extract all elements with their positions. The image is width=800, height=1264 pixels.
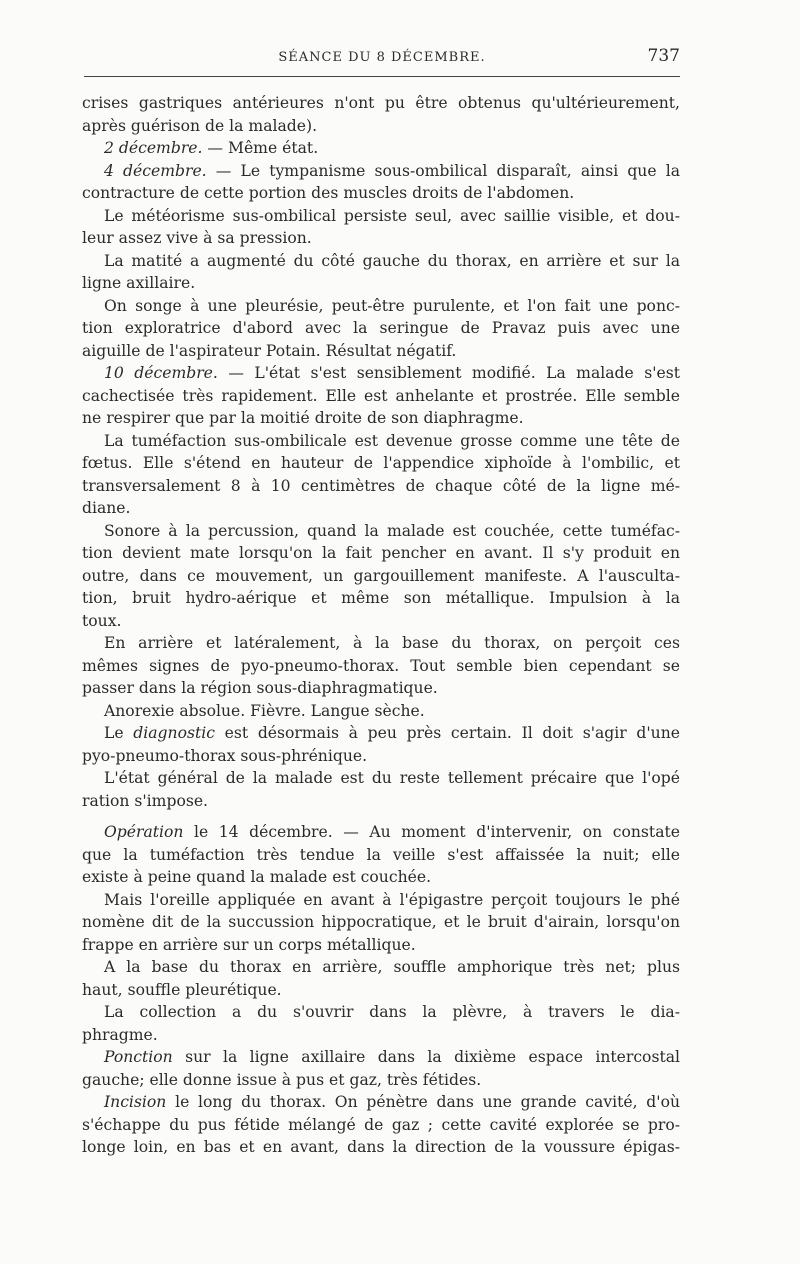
line-text: Le météorisme sus-ombilical persiste seul, avec saillie visible, et dou- [104, 206, 680, 225]
line-text: que la tuméfaction très tendue la veille s'est affaissée la nuit; elle [82, 845, 680, 864]
text-line [82, 317, 680, 340]
line-text: s'échappe du pus fétide mélangé de gaz ; cette cavité explorée se pro- [82, 1115, 680, 1134]
italic-term: diagnostic [133, 724, 215, 742]
header-rule [84, 76, 680, 77]
italic-lead: 4 décembre. [104, 161, 207, 180]
text-line [82, 520, 680, 543]
text-line [82, 866, 680, 889]
text-line [82, 934, 680, 957]
line-text: Mais l'oreille appliquée en avant à l'épigastre perçoit toujours le phé [104, 890, 680, 909]
text-line [82, 340, 680, 363]
italic-lead: Ponction [104, 1048, 173, 1066]
text-line [82, 565, 680, 588]
text-line [82, 911, 680, 934]
text-line [82, 889, 680, 912]
text-line [82, 182, 680, 205]
line-text: tion, bruit hydro-aérique et même son métallique. Impulsion à la [82, 589, 680, 607]
text-line [82, 587, 680, 610]
text-line [82, 1091, 680, 1114]
text-line [82, 452, 680, 475]
line-text: transversalement 8 à 10 centimètres de chaque côté de la ligne mé- [82, 476, 680, 495]
text-line [82, 1114, 680, 1137]
line-text: le long du thorax. On pénètre dans une grande cavité, d'où [166, 1093, 680, 1111]
line-text: ne respirer que par la moitié droite de son diaphragme. [82, 409, 524, 427]
text-line [82, 115, 680, 138]
line-text: En arrière et latéralement, à la base du thorax, on perçoit ces [104, 634, 680, 652]
text-line [82, 272, 680, 295]
line-text: aiguille de l'aspirateur Potain. Résultat négatif. [82, 341, 457, 360]
text-line [82, 610, 680, 633]
line-text: après guérison de la malade). [82, 116, 318, 135]
line-text: outre, dans ce mouvement, un gargouillement manifeste. A l'ausculta- [82, 566, 680, 585]
text-line [82, 821, 680, 844]
text-line [82, 956, 680, 979]
text-line [82, 295, 680, 318]
line-text: est désormais à peu près certain. Il doit s'agir d'une [214, 724, 680, 742]
running-head [84, 44, 680, 72]
text-line [82, 1136, 680, 1159]
line-text: — Même état. [202, 139, 319, 157]
line-text: passer dans la région sous-diaphragmatique. [82, 679, 438, 697]
text-line [82, 844, 680, 867]
paragraph-gap [82, 812, 680, 821]
text-line [82, 430, 680, 453]
line-text: A la base du thorax en arrière, souffle amphorique très net; plus [104, 958, 680, 976]
line-text: L'état général de la malade est du reste tellement précaire que l'opé [104, 769, 680, 787]
text-line [82, 385, 680, 408]
line-text: crises gastriques antérieures n'ont pu être obtenus qu'ultérieurement, [82, 94, 680, 112]
line-text: On songe à une pleurésie, peut-être purulente, et l'on fait une ponc- [104, 296, 680, 315]
line-text: phragme. [82, 1025, 158, 1044]
line-text: La matité a augmenté du côté gauche du thorax, en arrière et sur la [104, 251, 680, 270]
text-line [82, 475, 680, 498]
text-line [82, 979, 680, 1002]
line-text: fœtus. Elle s'étend en hauteur de l'appendice xiphoïde à l'ombilic, et [82, 454, 680, 472]
text-line [82, 700, 680, 723]
text-line [82, 250, 680, 273]
text-line [82, 677, 680, 700]
text-line [82, 1069, 680, 1092]
text-line [82, 1001, 680, 1024]
italic-lead: 10 décembre. [104, 364, 218, 382]
line-text: — L'état s'est sensiblement modifié. La malade s'est [217, 364, 680, 382]
line-text: diane. [82, 499, 131, 517]
text-line [82, 137, 680, 160]
text-line [82, 542, 680, 565]
line-text: pyo-pneumo-thorax sous-phrénique. [82, 746, 368, 765]
text-line [82, 362, 680, 385]
line-text: tion exploratrice d'abord avec la seringue de Pravaz puis avec une [82, 319, 680, 337]
line-text: Sonore à la percussion, quand la malade est couchée, cette tuméfac- [104, 521, 680, 540]
text-line [82, 407, 680, 430]
text-line [82, 1024, 680, 1047]
text-line [82, 227, 680, 250]
text-line [82, 790, 680, 813]
line-text: leur assez vive à sa pression. [82, 229, 312, 247]
line-text: tion devient mate lorsqu'on la fait pencher en avant. Il s'y produit en [82, 544, 680, 562]
running-title: SÉANCE DU 8 DÉCEMBRE. [278, 50, 486, 65]
text-line [82, 767, 680, 790]
line-text: longe loin, en bas et en avant, dans la direction de la voussure épigas- [82, 1138, 680, 1156]
line-text: existe à peine quand la malade est couchée. [82, 868, 432, 886]
line-text: Le [104, 724, 134, 742]
line-text: le 14 décembre. — Au moment d'intervenir, on constate [183, 823, 680, 841]
line-text: contracture de cette portion des muscles droits de l'abdomen. [82, 184, 575, 202]
italic-lead: Incision [104, 1093, 167, 1111]
italic-lead: 2 décembre. [104, 139, 203, 157]
text-line [82, 722, 680, 745]
line-text: gauche; elle donne issue à pus et gaz, très fétides. [82, 1070, 482, 1089]
text-line [82, 745, 680, 768]
line-text: — Le tympanisme sous-ombilical disparaît, ainsi que la [206, 161, 680, 180]
text-line [82, 497, 680, 520]
line-text: ligne axillaire. [82, 274, 196, 292]
text-line [82, 655, 680, 678]
line-text: nomène dit de la succussion hippocratique, et le bruit d'airain, lorsqu'on [82, 913, 680, 931]
line-text: haut, souffle pleurétique. [82, 980, 282, 999]
page-number: 737 [647, 46, 680, 66]
line-text: mêmes signes de pyo-pneumo-thorax. Tout semble bien cependant se [82, 656, 680, 675]
body-text [82, 92, 680, 1159]
text-line [82, 205, 680, 228]
italic-lead: Opération [104, 823, 184, 841]
line-text: Anorexie absolue. Fièvre. Langue sèche. [104, 701, 425, 720]
line-text: La collection a du s'ouvrir dans la plèvre, à travers le dia- [104, 1003, 680, 1021]
line-text: ration s'impose. [82, 791, 209, 810]
text-line [82, 632, 680, 655]
line-text: sur la ligne axillaire dans la dixième espace intercostal [172, 1048, 680, 1066]
text-line [82, 160, 680, 183]
line-text: frappe en arrière sur un corps métallique. [82, 935, 416, 954]
line-text: toux. [82, 611, 122, 630]
line-text: La tuméfaction sus-ombilicale est devenue grosse comme une tête de [104, 431, 680, 450]
line-text: cachectisée très rapidement. Elle est anhelante et prostrée. Elle semble [82, 386, 680, 405]
text-line [82, 92, 680, 115]
text-line [82, 1046, 680, 1069]
